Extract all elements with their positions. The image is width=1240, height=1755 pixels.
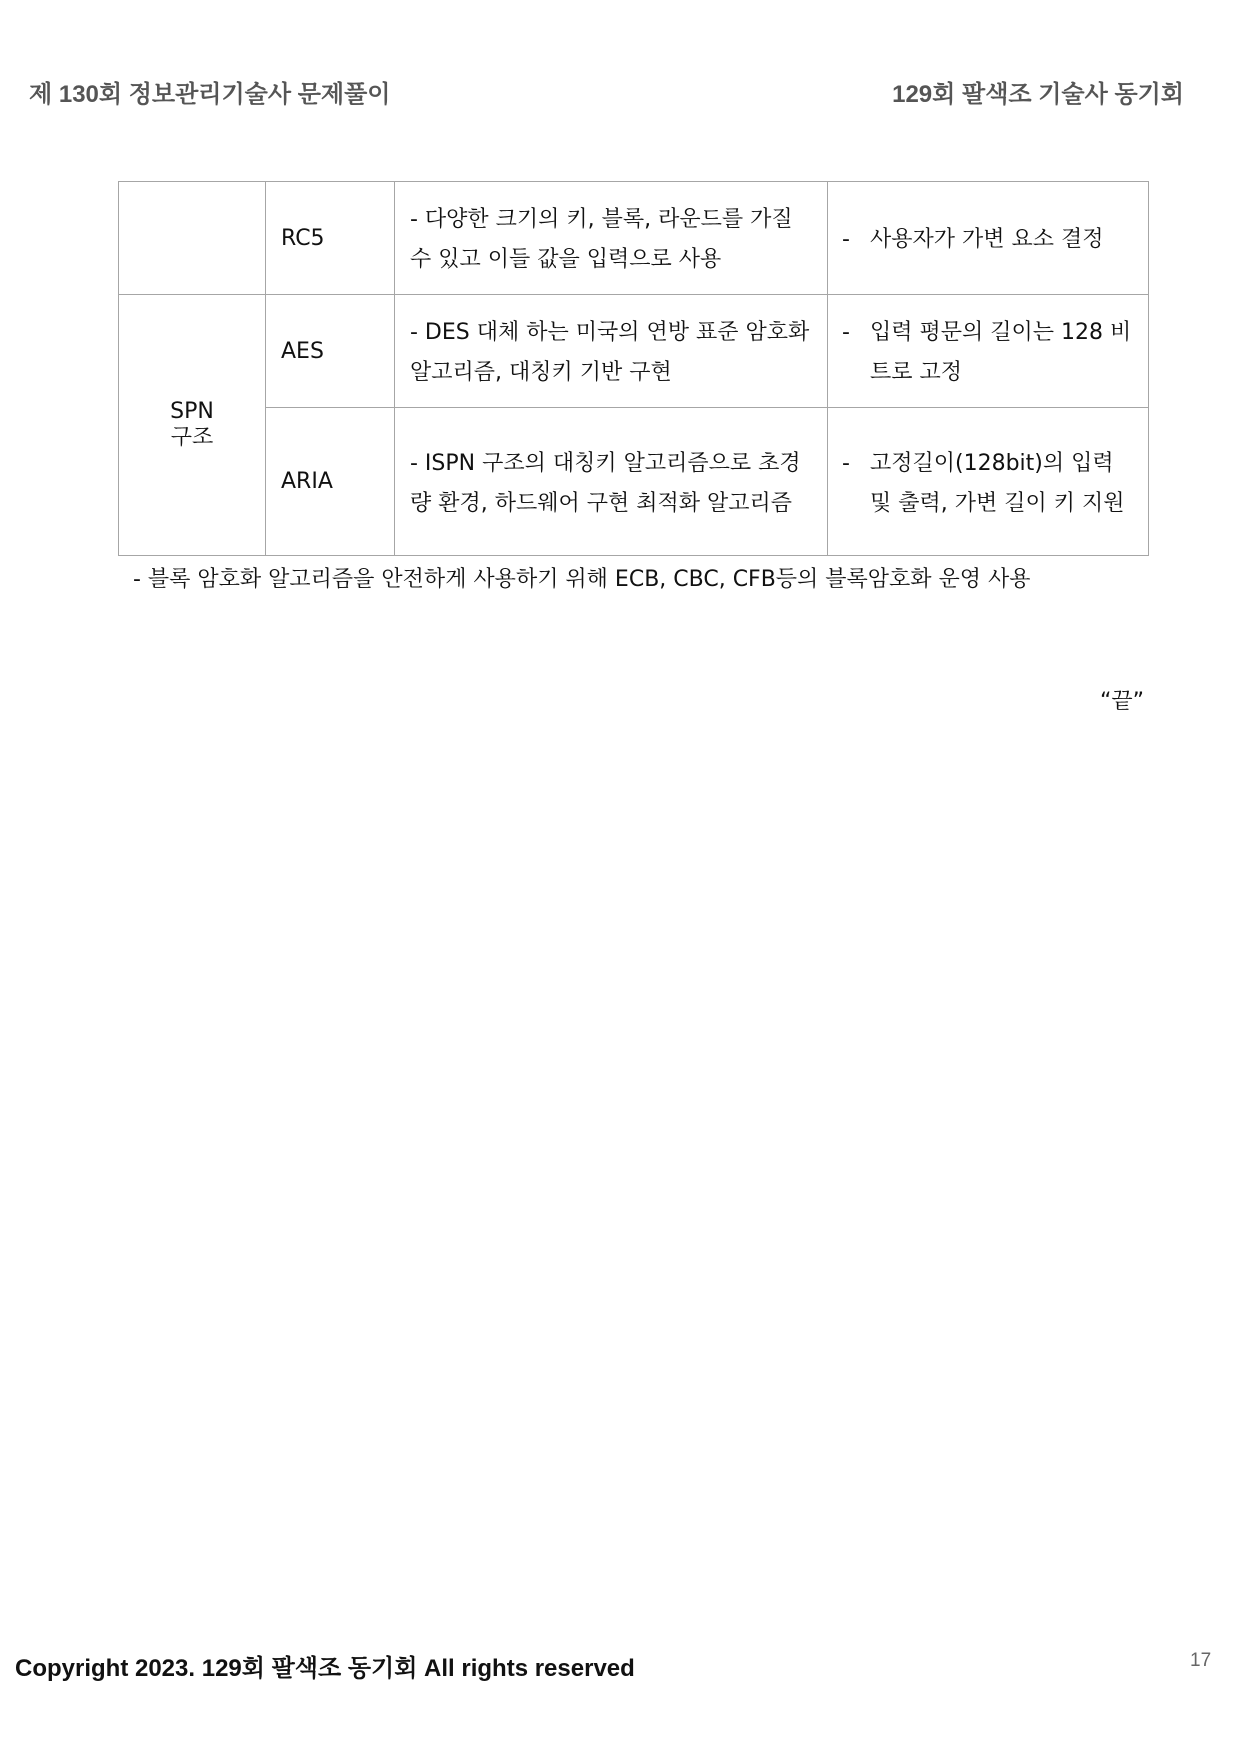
group-cell-empty <box>119 182 266 295</box>
block-cipher-table <box>118 181 1149 556</box>
algorithm-description-cell: - DES 대체 하는 미국의 연방 표준 암호화 알고리즘, 대칭키 기반 구현 <box>395 295 828 408</box>
algorithm-feature-cell <box>828 408 1149 556</box>
table-row <box>119 408 1149 556</box>
algorithm-name-cell: AES <box>266 295 395 408</box>
feature-dash: - <box>842 450 850 476</box>
feature-dash: - <box>842 227 850 252</box>
table-row <box>119 182 1149 295</box>
algorithm-description-cell: - 다양한 크기의 키, 블록, 라운드를 가질 수 있고 이들 값을 입력으로 사용 <box>395 182 828 295</box>
feature-text: 입력 평문의 길이는 128 비트로 고정 <box>870 320 1132 385</box>
page-number: 17 <box>1190 1650 1212 1671</box>
feature-text: 사용자가 가변 요소 결정 <box>870 227 1104 252</box>
group-cell-spn <box>119 295 266 556</box>
footer-copyright: Copyright 2023. 129회 팔색조 동기회 All rights reserved <box>15 1655 635 1682</box>
algorithm-name-cell: ARIA <box>266 408 395 556</box>
document-header-title: 제 130회 정보관리기술사 문제풀이 <box>29 81 391 108</box>
document-header-organization: 129회 팔색조 기술사 동기회 <box>892 81 1184 108</box>
feature-text: 고정길이(128bit)의 입력 및 출력, 가변 길이 키 지원 <box>870 450 1125 516</box>
group-label: SPN 구조 <box>170 399 214 450</box>
algorithm-description-cell: - ISPN 구조의 대칭키 알고리즘으로 초경량 환경, 하드웨어 구현 최적화 알고리즘 <box>395 408 828 556</box>
table-row <box>119 295 1149 408</box>
block-cipher-note: - 블록 암호화 알고리즘을 안전하게 사용하기 위해 ECB, CBC, CFB등의 블록암호화 운영 사용 <box>133 567 1031 592</box>
feature-dash: - <box>842 320 850 345</box>
algorithm-feature-cell <box>828 182 1149 295</box>
algorithm-feature-cell <box>828 295 1149 408</box>
end-mark: “끝” <box>1100 689 1145 714</box>
algorithm-name-cell: RC5 <box>266 182 395 295</box>
